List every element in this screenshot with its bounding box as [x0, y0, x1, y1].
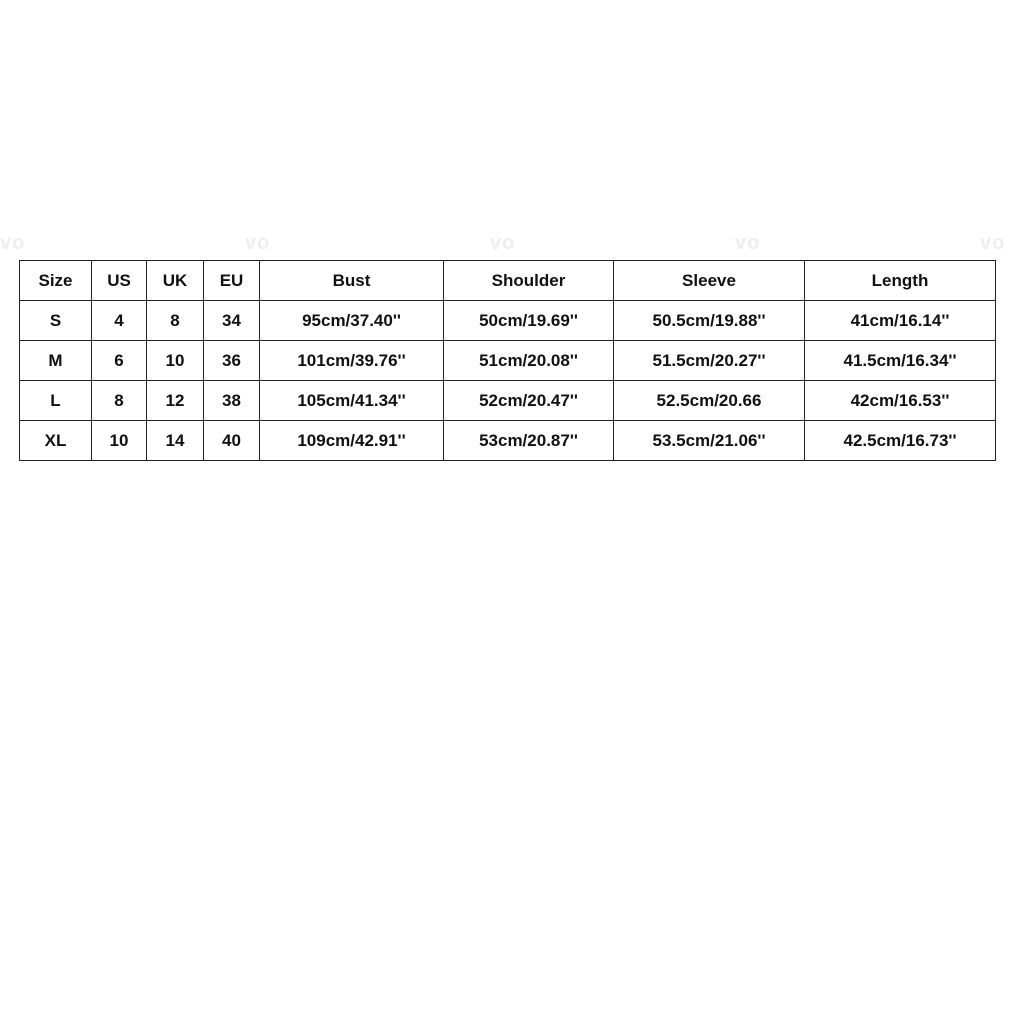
cell-size: S [20, 301, 92, 341]
watermark-text: vo [245, 232, 271, 254]
cell-length: 41.5cm/16.34'' [805, 341, 996, 381]
watermark-text: vo [490, 232, 516, 254]
table-row [20, 341, 996, 381]
cell-length: 41cm/16.14'' [805, 301, 996, 341]
watermark-text: vo [980, 232, 1006, 254]
header-us: US [92, 261, 147, 301]
cell-eu: 38 [204, 381, 260, 421]
header-sleeve: Sleeve [614, 261, 805, 301]
cell-size: M [20, 341, 92, 381]
table-row [20, 421, 996, 461]
cell-sleeve: 50.5cm/19.88'' [614, 301, 805, 341]
cell-shoulder: 52cm/20.47'' [444, 381, 614, 421]
size-chart-table [19, 260, 996, 461]
cell-us: 10 [92, 421, 147, 461]
cell-shoulder: 50cm/19.69'' [444, 301, 614, 341]
cell-shoulder: 51cm/20.08'' [444, 341, 614, 381]
table-row [20, 301, 996, 341]
cell-us: 8 [92, 381, 147, 421]
cell-length: 42.5cm/16.73'' [805, 421, 996, 461]
watermark-text: vo [0, 232, 26, 254]
cell-size: L [20, 381, 92, 421]
header-length: Length [805, 261, 996, 301]
cell-uk: 8 [147, 301, 204, 341]
cell-uk: 14 [147, 421, 204, 461]
header-size: Size [20, 261, 92, 301]
cell-us: 4 [92, 301, 147, 341]
cell-bust: 95cm/37.40'' [260, 301, 444, 341]
cell-eu: 34 [204, 301, 260, 341]
cell-sleeve: 53.5cm/21.06'' [614, 421, 805, 461]
cell-bust: 109cm/42.91'' [260, 421, 444, 461]
cell-size: XL [20, 421, 92, 461]
cell-us: 6 [92, 341, 147, 381]
cell-shoulder: 53cm/20.87'' [444, 421, 614, 461]
table-row [20, 381, 996, 421]
cell-bust: 101cm/39.76'' [260, 341, 444, 381]
cell-uk: 12 [147, 381, 204, 421]
cell-bust: 105cm/41.34'' [260, 381, 444, 421]
watermark [0, 232, 1024, 254]
cell-sleeve: 52.5cm/20.66 [614, 381, 805, 421]
header-row [20, 261, 996, 301]
header-shoulder: Shoulder [444, 261, 614, 301]
header-eu: EU [204, 261, 260, 301]
cell-uk: 10 [147, 341, 204, 381]
header-bust: Bust [260, 261, 444, 301]
watermark-text: vo [735, 232, 761, 254]
cell-length: 42cm/16.53'' [805, 381, 996, 421]
cell-eu: 40 [204, 421, 260, 461]
cell-sleeve: 51.5cm/20.27'' [614, 341, 805, 381]
cell-eu: 36 [204, 341, 260, 381]
header-uk: UK [147, 261, 204, 301]
